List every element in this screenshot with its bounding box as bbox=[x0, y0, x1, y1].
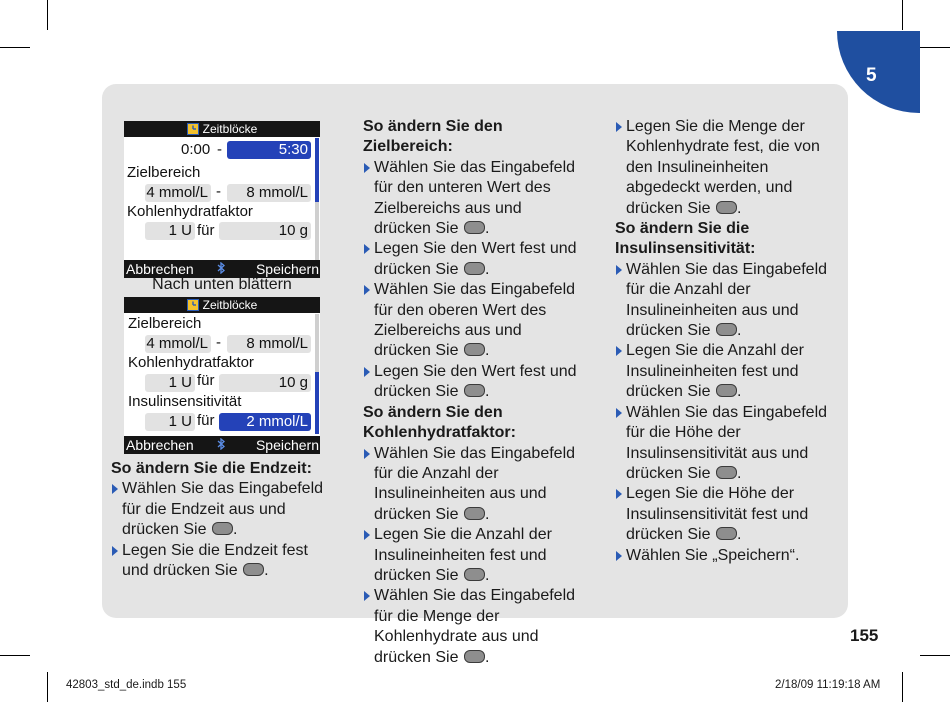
sens-value-field[interactable]: 2 mmol/L bbox=[219, 413, 311, 431]
crop-mark bbox=[902, 672, 903, 702]
bluetooth-icon bbox=[216, 438, 226, 450]
time-dash: - bbox=[217, 141, 222, 158]
sens-units-field[interactable]: 1 U bbox=[145, 413, 195, 431]
instruction-item: Wählen Sie das Eingabefeld für die Anzahl der Insulineinheiten aus und drücken Sie . bbox=[615, 260, 833, 342]
ok-button-icon bbox=[464, 221, 485, 234]
crop-mark bbox=[902, 0, 903, 30]
ok-button-icon bbox=[716, 384, 737, 397]
instruction-item: Wählen Sie das Eingabefeld für den oberen Wert des Zielbereichs aus und drücken Sie . bbox=[363, 280, 581, 362]
target-dash: - bbox=[216, 183, 221, 200]
clock-icon bbox=[187, 123, 199, 135]
cancel-softkey[interactable]: Abbrechen bbox=[126, 437, 194, 453]
ok-button-icon bbox=[464, 650, 485, 663]
scrollbar-thumb[interactable] bbox=[315, 138, 319, 202]
fuer-label: für bbox=[197, 412, 215, 429]
fuer-label: für bbox=[197, 222, 215, 239]
device-screen-2 bbox=[124, 297, 320, 454]
section-heading: So ändern Sie die Insulinsensitivität: bbox=[615, 220, 756, 258]
crop-mark bbox=[920, 47, 950, 48]
crop-mark bbox=[0, 655, 30, 656]
crop-mark bbox=[0, 47, 30, 48]
time-start: 0:00 bbox=[181, 141, 211, 158]
ok-button-icon bbox=[212, 522, 233, 535]
carb-label: Kohlenhydratfaktor bbox=[127, 203, 253, 220]
chapter-number: 5 bbox=[866, 65, 877, 86]
carb-grams-field[interactable]: 10 g bbox=[219, 374, 311, 392]
scrollbar[interactable] bbox=[315, 314, 319, 434]
instruction-item: Wählen Sie das Eingabefeld für den unteren Wert des Zielbereichs aus und drücken Sie . bbox=[363, 158, 581, 240]
sensitivity-label: Insulinsensitivität bbox=[128, 393, 242, 410]
ok-button-icon bbox=[464, 384, 485, 397]
section-heading: So ändern Sie den Kohlenhydratfaktor: bbox=[363, 403, 516, 442]
ok-button-icon bbox=[716, 323, 737, 336]
ok-button-icon bbox=[464, 507, 485, 520]
target-low-field[interactable]: 4 mmol/L bbox=[145, 335, 211, 353]
ok-button-icon bbox=[464, 568, 485, 581]
screen-title: Zeitblöcke bbox=[202, 122, 258, 136]
target-label: Zielbereich bbox=[127, 164, 201, 181]
carb-units-field[interactable]: 1 U bbox=[145, 222, 195, 240]
column-2 bbox=[363, 117, 581, 668]
instruction-item: Wählen Sie „Speichern“. bbox=[615, 546, 833, 566]
footer-timestamp: 2/18/09 11:19:18 AM bbox=[775, 679, 881, 691]
chapter-tab bbox=[837, 31, 920, 113]
crop-mark bbox=[47, 0, 48, 30]
ok-button-icon bbox=[716, 527, 737, 540]
screen-title-bar bbox=[124, 121, 320, 137]
target-low-field[interactable]: 4 mmol/L bbox=[145, 184, 211, 202]
footer-file-info: 42803_std_de.indb 155 bbox=[66, 679, 187, 691]
instruction-item: Legen Sie die Anzahl der Insulineinheiten fest und drücken Sie . bbox=[363, 525, 581, 586]
instruction-item: Legen Sie die Anzahl der Insulineinheiten fest und drücken Sie . bbox=[615, 341, 833, 402]
page-number: 155 bbox=[850, 626, 879, 645]
target-high-field[interactable]: 8 mmol/L bbox=[227, 184, 311, 202]
column-1 bbox=[111, 459, 333, 581]
instruction-item: Legen Sie den Wert fest und drücken Sie . bbox=[363, 362, 581, 403]
instruction-item: Wählen Sie das Eingabefeld für die Höhe der Insulinsensitivität aus und drücken Sie . bbox=[615, 403, 833, 485]
carb-label: Kohlenhydratfaktor bbox=[128, 354, 254, 371]
screen-title: Zeitblöcke bbox=[202, 298, 258, 312]
ok-button-icon bbox=[243, 563, 264, 576]
screen-softkey-bar bbox=[124, 436, 320, 454]
bluetooth-icon bbox=[216, 262, 226, 274]
instruction-item: Wählen Sie das Eingabefeld für die Anzahl der Insulineinheiten aus und drücken Sie . bbox=[363, 444, 581, 526]
ok-button-icon bbox=[716, 466, 737, 479]
screen-title-bar bbox=[124, 297, 320, 313]
fuer-label: für bbox=[197, 372, 215, 389]
scroll-down-caption: Nach unten blättern bbox=[152, 276, 292, 293]
instruction-item: Legen Sie den Wert fest und drücken Sie . bbox=[363, 239, 581, 280]
instruction-item: Legen Sie die Endzeit fest und drücken Sie . bbox=[111, 541, 333, 582]
cancel-softkey[interactable]: Abbrechen bbox=[126, 261, 194, 277]
instruction-item: Wählen Sie das Eingabefeld für die Endzeit aus und drücken Sie . bbox=[111, 479, 333, 540]
save-softkey[interactable]: Speichern bbox=[255, 261, 319, 277]
section-heading: So ändern Sie den Zielbereich: bbox=[363, 118, 503, 156]
ok-button-icon bbox=[716, 201, 737, 214]
save-softkey[interactable]: Speichern bbox=[255, 437, 319, 453]
target-high-field[interactable]: 8 mmol/L bbox=[227, 335, 311, 353]
instruction-item: Wählen Sie das Eingabefeld für die Menge der Kohlenhydrate aus und drücken Sie . bbox=[363, 586, 581, 668]
crop-mark bbox=[47, 672, 48, 702]
carb-grams-field[interactable]: 10 g bbox=[219, 222, 311, 240]
carb-units-field[interactable]: 1 U bbox=[145, 374, 195, 392]
target-label: Zielbereich bbox=[128, 315, 202, 332]
crop-mark bbox=[920, 655, 950, 656]
ok-button-icon bbox=[464, 343, 485, 356]
target-dash: - bbox=[216, 334, 221, 351]
scrollbar[interactable] bbox=[315, 138, 319, 260]
ok-button-icon bbox=[464, 262, 485, 275]
clock-icon bbox=[187, 299, 199, 311]
time-end-field[interactable]: 5:30 bbox=[227, 141, 311, 159]
section-heading: So ändern Sie die Endzeit: bbox=[111, 460, 312, 477]
column-3 bbox=[615, 117, 833, 566]
device-screen-1 bbox=[124, 121, 320, 278]
instruction-item: Legen Sie die Menge der Kohlenhydrate fest, die von den Insulineinheiten abgedeckt werden, und drücken Sie . bbox=[615, 117, 833, 219]
scrollbar-thumb[interactable] bbox=[315, 372, 319, 434]
instruction-item: Legen Sie die Höhe der Insulinsensitivität fest und drücken Sie . bbox=[615, 484, 833, 545]
